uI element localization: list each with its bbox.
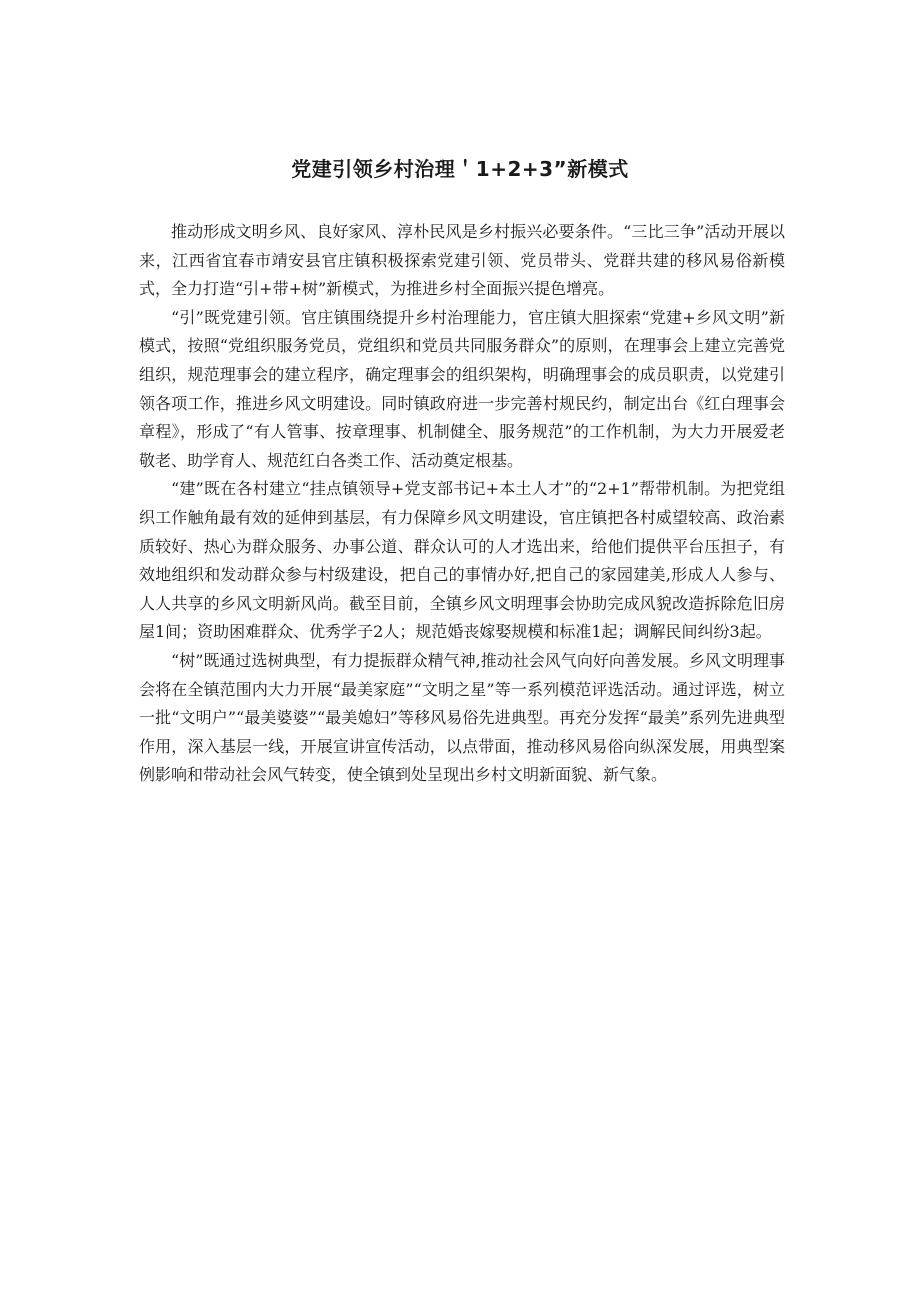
document-title: 党建引领乡村治理＇1+2+3”新模式 [291, 157, 629, 181]
document-body [139, 218, 785, 790]
paragraph-shu: “树”既通过选树典型，有力提振群众精气神,推动社会风气向好向善发展。乡风文明理事会将在全镇范围内大力开展“最美家庭”“文明之星”等一系列模范评选活动。通过评选，树立一批“文明户”“最美婆婆”“最美媳妇”等移风易俗先进典型。再充分发挥“最美”系列先进典型作用，深入基层一线，开展宣讲宣传活动，以点带面，推动移风易俗向纵深发展，用典型案例影响和带动社会风气转变，使全镇到处呈现出乡村文明新面貌、新气象。 [139, 650, 785, 785]
paragraph-jian: “建”既在各村建立“挂点镇领导+党支部书记+本土人才”的“2+1”帮带机制。为把党组织工作触角最有效的延伸到基层，有力保障乡风文明建设，官庄镇把各村威望较高、政治素质较好、热心为群众服务、办事公道、群众认可的人才选出来，给他们提供平台压担子，有效地组织和发动群众参与村级建设，把自己的事情办好,把自己的家园建美,形成人人参与、人人共享的乡风文明新风尚。截至目前，全镇乡风文明理事会协助完成风貌改造拆除危旧房屋1间；资助困难群众、优秀学子2人；规范婚丧嫁娶规模和标准1起；调解民间纠纷3起。 [139, 479, 785, 642]
paragraph-yin: “引”既党建引领。官庄镇围绕提升乡村治理能力，官庄镇大胆探索“党建+乡风文明”新模式，按照“党组织服务党员，党组织和党员共同服务群众”的原则，在理事会上建立完善党组织，规范理事会的建立程序，确定理事会的组织架构，明确理事会的成员职责，以党建引领各项工作，推进乡风文明建设。同时镇政府进一步完善村规民约，制定出台《红白理事会章程》，形成了“有人管事、按章理事、机制健全、服务规范”的工作机制，为大力开展爱老敬老、助学育人、规范红白各类工作、活动奠定根基。 [139, 307, 785, 470]
paragraph-intro: 推动形成文明乡风、良好家风、淳朴民风是乡村振兴必要条件。“三比三争”活动开展以来，江西省宜春市靖安县官庄镇积极探索党建引领、党员带头、党群共建的移风易俗新模式，全力打造“引+带+树”新模式，为推进乡村全面振兴提色增亮。 [139, 222, 785, 299]
